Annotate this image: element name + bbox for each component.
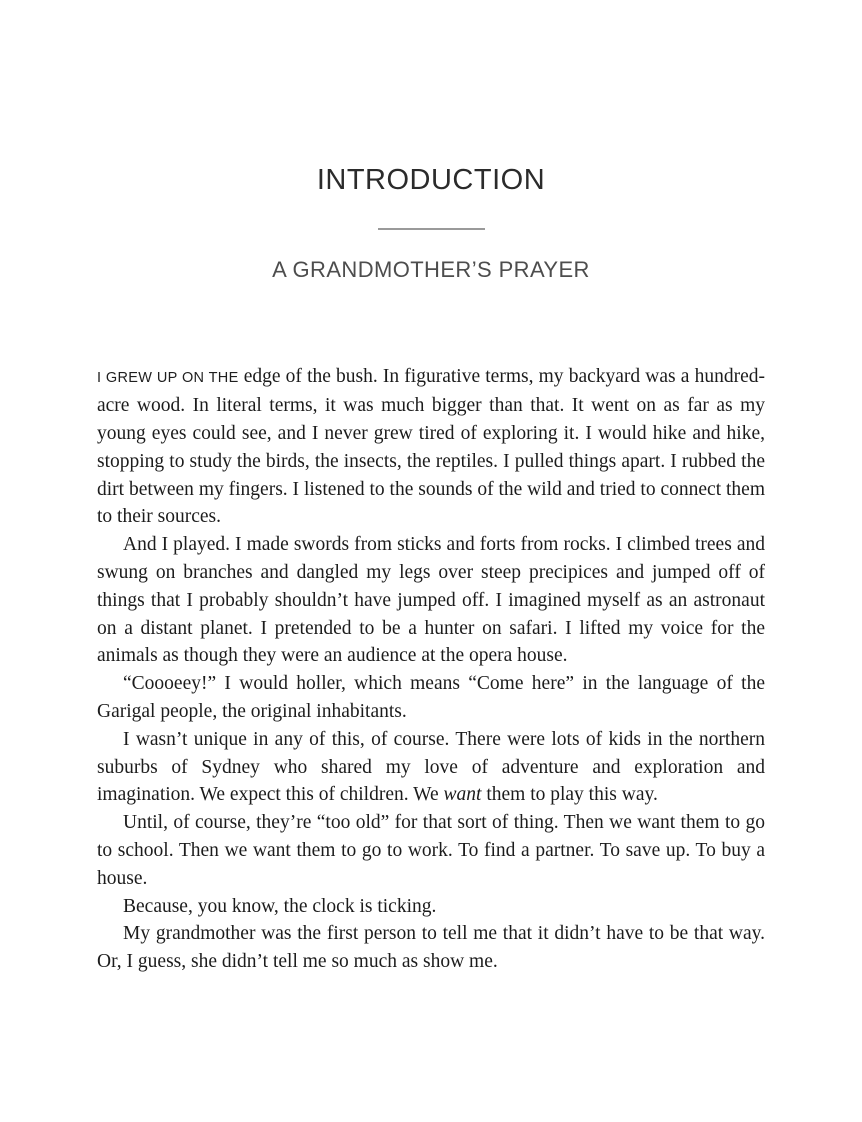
paragraph <box>97 809 765 892</box>
book-page <box>97 0 765 976</box>
text-segment: And I played. I made swords from sticks and forts from rocks. I climbed trees and swung on branches and dangled my legs over steep precipices and jumped off of things that I probably shouldn’t have jumped off. I imagined myself as an astronaut on a distant planet. I pretended to be a hunter on safari. I lifted my voice for the animals as though they were an audience at the opera house. <box>97 534 765 667</box>
chapter-title: INTRODUCTION <box>316 164 546 196</box>
text-segment: edge of the bush. In figurative terms, my backyard was a hundred-acre wood. In literal terms, it was much bigger than that. It went on as far as my young eyes could see, and I never grew tired of exploring it. I would hike and hike, stopping to study the birds, the insects, the reptiles. I pulled things apart. I rubbed the dirt between my fingers. I listened to the sounds of the wild and tried to connect them to their sources. <box>97 365 765 528</box>
body-text <box>97 363 765 977</box>
text-segment: Until, of course, they’re “too old” for that sort of thing. Then we want them to go to school. Then we want them to go to work. To find a partner. To save up. To buy a house. <box>97 812 765 889</box>
paragraph <box>97 920 765 976</box>
text-segment: Because, you know, the clock is ticking. <box>123 895 437 917</box>
paragraph <box>97 531 765 670</box>
text-segment: My grandmother was the first person to tell me that it didn’t have to be that way. Or, I guess, she didn’t tell me so much as show me. <box>97 923 765 973</box>
title-divider <box>378 228 485 230</box>
lead-in-caps: I GREW UP ON THE <box>97 369 239 386</box>
text-segment: “Coooeey!” I would holler, which means “Come here” in the language of the Garigal people, the original inhabitants. <box>97 673 765 723</box>
text-segment: want <box>443 784 482 806</box>
paragraph <box>97 363 765 532</box>
paragraph <box>97 670 765 726</box>
paragraph <box>97 893 765 921</box>
text-segment: them to play this way. <box>481 784 658 806</box>
paragraph <box>97 726 765 809</box>
section-subtitle: A GRANDMOTHER’S PRAYER <box>272 256 590 282</box>
chapter-header <box>97 163 765 285</box>
text-segment: I wasn’t unique in any of this, of course. There were lots of kids in the northern suburbs of Sydney who shared my love of adventure and exploration and imagination. We expect this of children. We <box>97 728 765 806</box>
